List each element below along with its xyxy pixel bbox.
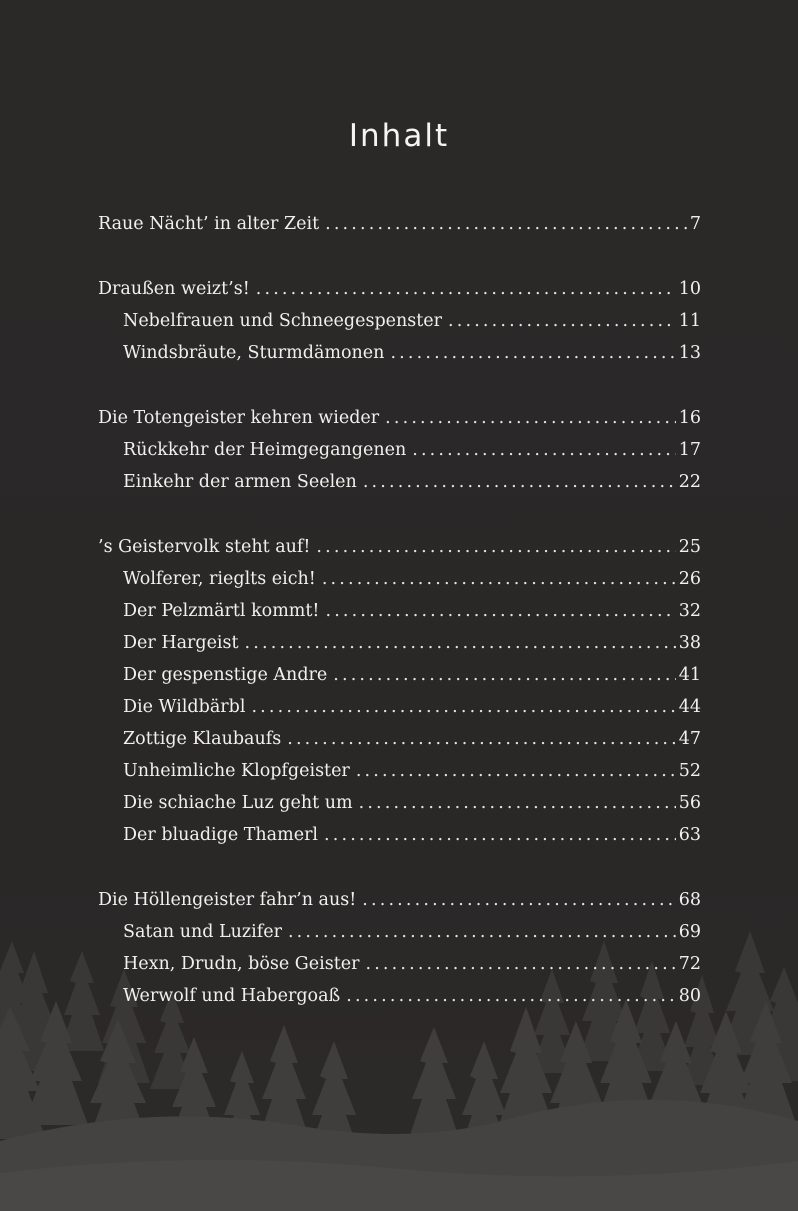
toc-entry-page: 69 [678, 922, 701, 942]
toc-entry-label: Windsbräute, Sturmdämonen [123, 343, 385, 363]
toc-subentry[interactable] [98, 466, 701, 498]
toc-entry-label: Der bluadige Thamerl [123, 825, 319, 845]
toc-subentry[interactable] [98, 980, 701, 1012]
dot-leader [256, 273, 676, 305]
toc-entry[interactable] [98, 208, 701, 240]
toc-entry-page: 16 [678, 408, 701, 428]
toc-subentry[interactable] [98, 627, 701, 659]
toc-entry-page: 52 [678, 761, 701, 781]
dot-leader [362, 884, 675, 916]
dot-leader [288, 916, 676, 948]
toc-entry-page: 41 [678, 665, 701, 685]
toc-subentry[interactable] [98, 563, 701, 595]
toc-entry-label: Hexn, Drudn, böse Geister [123, 954, 360, 974]
toc-entry-label: Wolferer, rieglts eich! [123, 569, 316, 589]
toc-entry-label: Zottige Klaubaufs [123, 729, 282, 749]
toc-entry-label: Raue Nächt’ in alter Zeit [98, 214, 320, 234]
dot-leader [325, 595, 675, 627]
toc-entry-page: 22 [678, 472, 701, 492]
toc-entry-page: 26 [678, 569, 701, 589]
dot-leader [251, 691, 675, 723]
toc-entry-page: 17 [678, 440, 701, 460]
toc-entry-page: 68 [678, 890, 701, 910]
toc-entry-label: Die Höllengeister fahr’n aus! [98, 890, 357, 910]
toc-entry-label: Werwolf und Habergoaß [123, 986, 341, 1006]
dot-leader [365, 948, 675, 980]
dot-leader [325, 208, 687, 240]
toc-subentry[interactable] [98, 659, 701, 691]
toc-entry-label: Die Totengeister kehren wieder [98, 408, 380, 428]
toc-entry-label: Nebelfrauen und Schneegespenster [123, 311, 443, 331]
page-title: Inhalt [348, 118, 450, 154]
toc-entry-label: Die Wildbärbl [123, 697, 246, 717]
toc-entry-label: Einkehr der armen Seelen [123, 472, 357, 492]
dot-leader [346, 980, 675, 1012]
toc-subentry[interactable] [98, 595, 701, 627]
dot-leader [324, 819, 676, 851]
dot-leader [322, 563, 676, 595]
dot-leader [412, 434, 675, 466]
toc-entry-label: Rückkehr der Heimgegangenen [123, 440, 407, 460]
dot-leader [333, 659, 675, 691]
dot-leader [385, 402, 676, 434]
toc-entry-page: 72 [678, 954, 701, 974]
toc-entry-page: 63 [678, 825, 701, 845]
toc-entry-page: 10 [678, 279, 701, 299]
toc-subentry[interactable] [98, 434, 701, 466]
dot-leader [356, 755, 676, 787]
toc-subentry[interactable] [98, 723, 701, 755]
toc-entry-label: Der Hargeist [123, 633, 239, 653]
toc-subentry[interactable] [98, 819, 701, 851]
toc-subentry[interactable] [98, 948, 701, 980]
dot-leader [316, 531, 675, 563]
toc-subentry[interactable] [98, 337, 701, 369]
toc-entry-page: 56 [678, 793, 701, 813]
toc-subentry[interactable] [98, 691, 701, 723]
table-of-contents [98, 208, 701, 1012]
toc-subentry[interactable] [98, 755, 701, 787]
dot-leader [448, 305, 676, 337]
toc-entry-page: 38 [678, 633, 701, 653]
toc-entry-page: 80 [678, 986, 701, 1006]
toc-entry-label: Draußen weizt’s! [98, 279, 250, 299]
toc-entry-label: Der gespenstige Andre [123, 665, 328, 685]
dot-leader [287, 723, 676, 755]
toc-entry-page: 32 [678, 601, 701, 621]
toc-entry[interactable] [98, 531, 701, 563]
toc-subentry[interactable] [98, 787, 701, 819]
toc-entry-label: Unheimliche Klopfgeister [123, 761, 350, 781]
toc-entry[interactable] [98, 402, 701, 434]
toc-entry[interactable] [98, 273, 701, 305]
toc-entry-page: 44 [678, 697, 701, 717]
toc-entry-page: 7 [689, 214, 701, 234]
toc-entry-label: Der Pelzmärtl kommt! [123, 601, 320, 621]
dot-leader [363, 466, 676, 498]
toc-entry-page: 13 [678, 343, 701, 363]
dot-leader [245, 627, 676, 659]
toc-subentry[interactable] [98, 305, 701, 337]
dot-leader [359, 787, 676, 819]
toc-entry-page: 47 [678, 729, 701, 749]
dot-leader [390, 337, 675, 369]
toc-entry[interactable] [98, 884, 701, 916]
toc-entry-label: Die schiache Luz geht um [123, 793, 353, 813]
toc-entry-page: 11 [678, 311, 701, 331]
toc-entry-label: ’s Geistervolk steht auf! [98, 537, 311, 557]
toc-entry-label: Satan und Luzifer [123, 922, 282, 942]
toc-subentry[interactable] [98, 916, 701, 948]
toc-entry-page: 25 [678, 537, 701, 557]
